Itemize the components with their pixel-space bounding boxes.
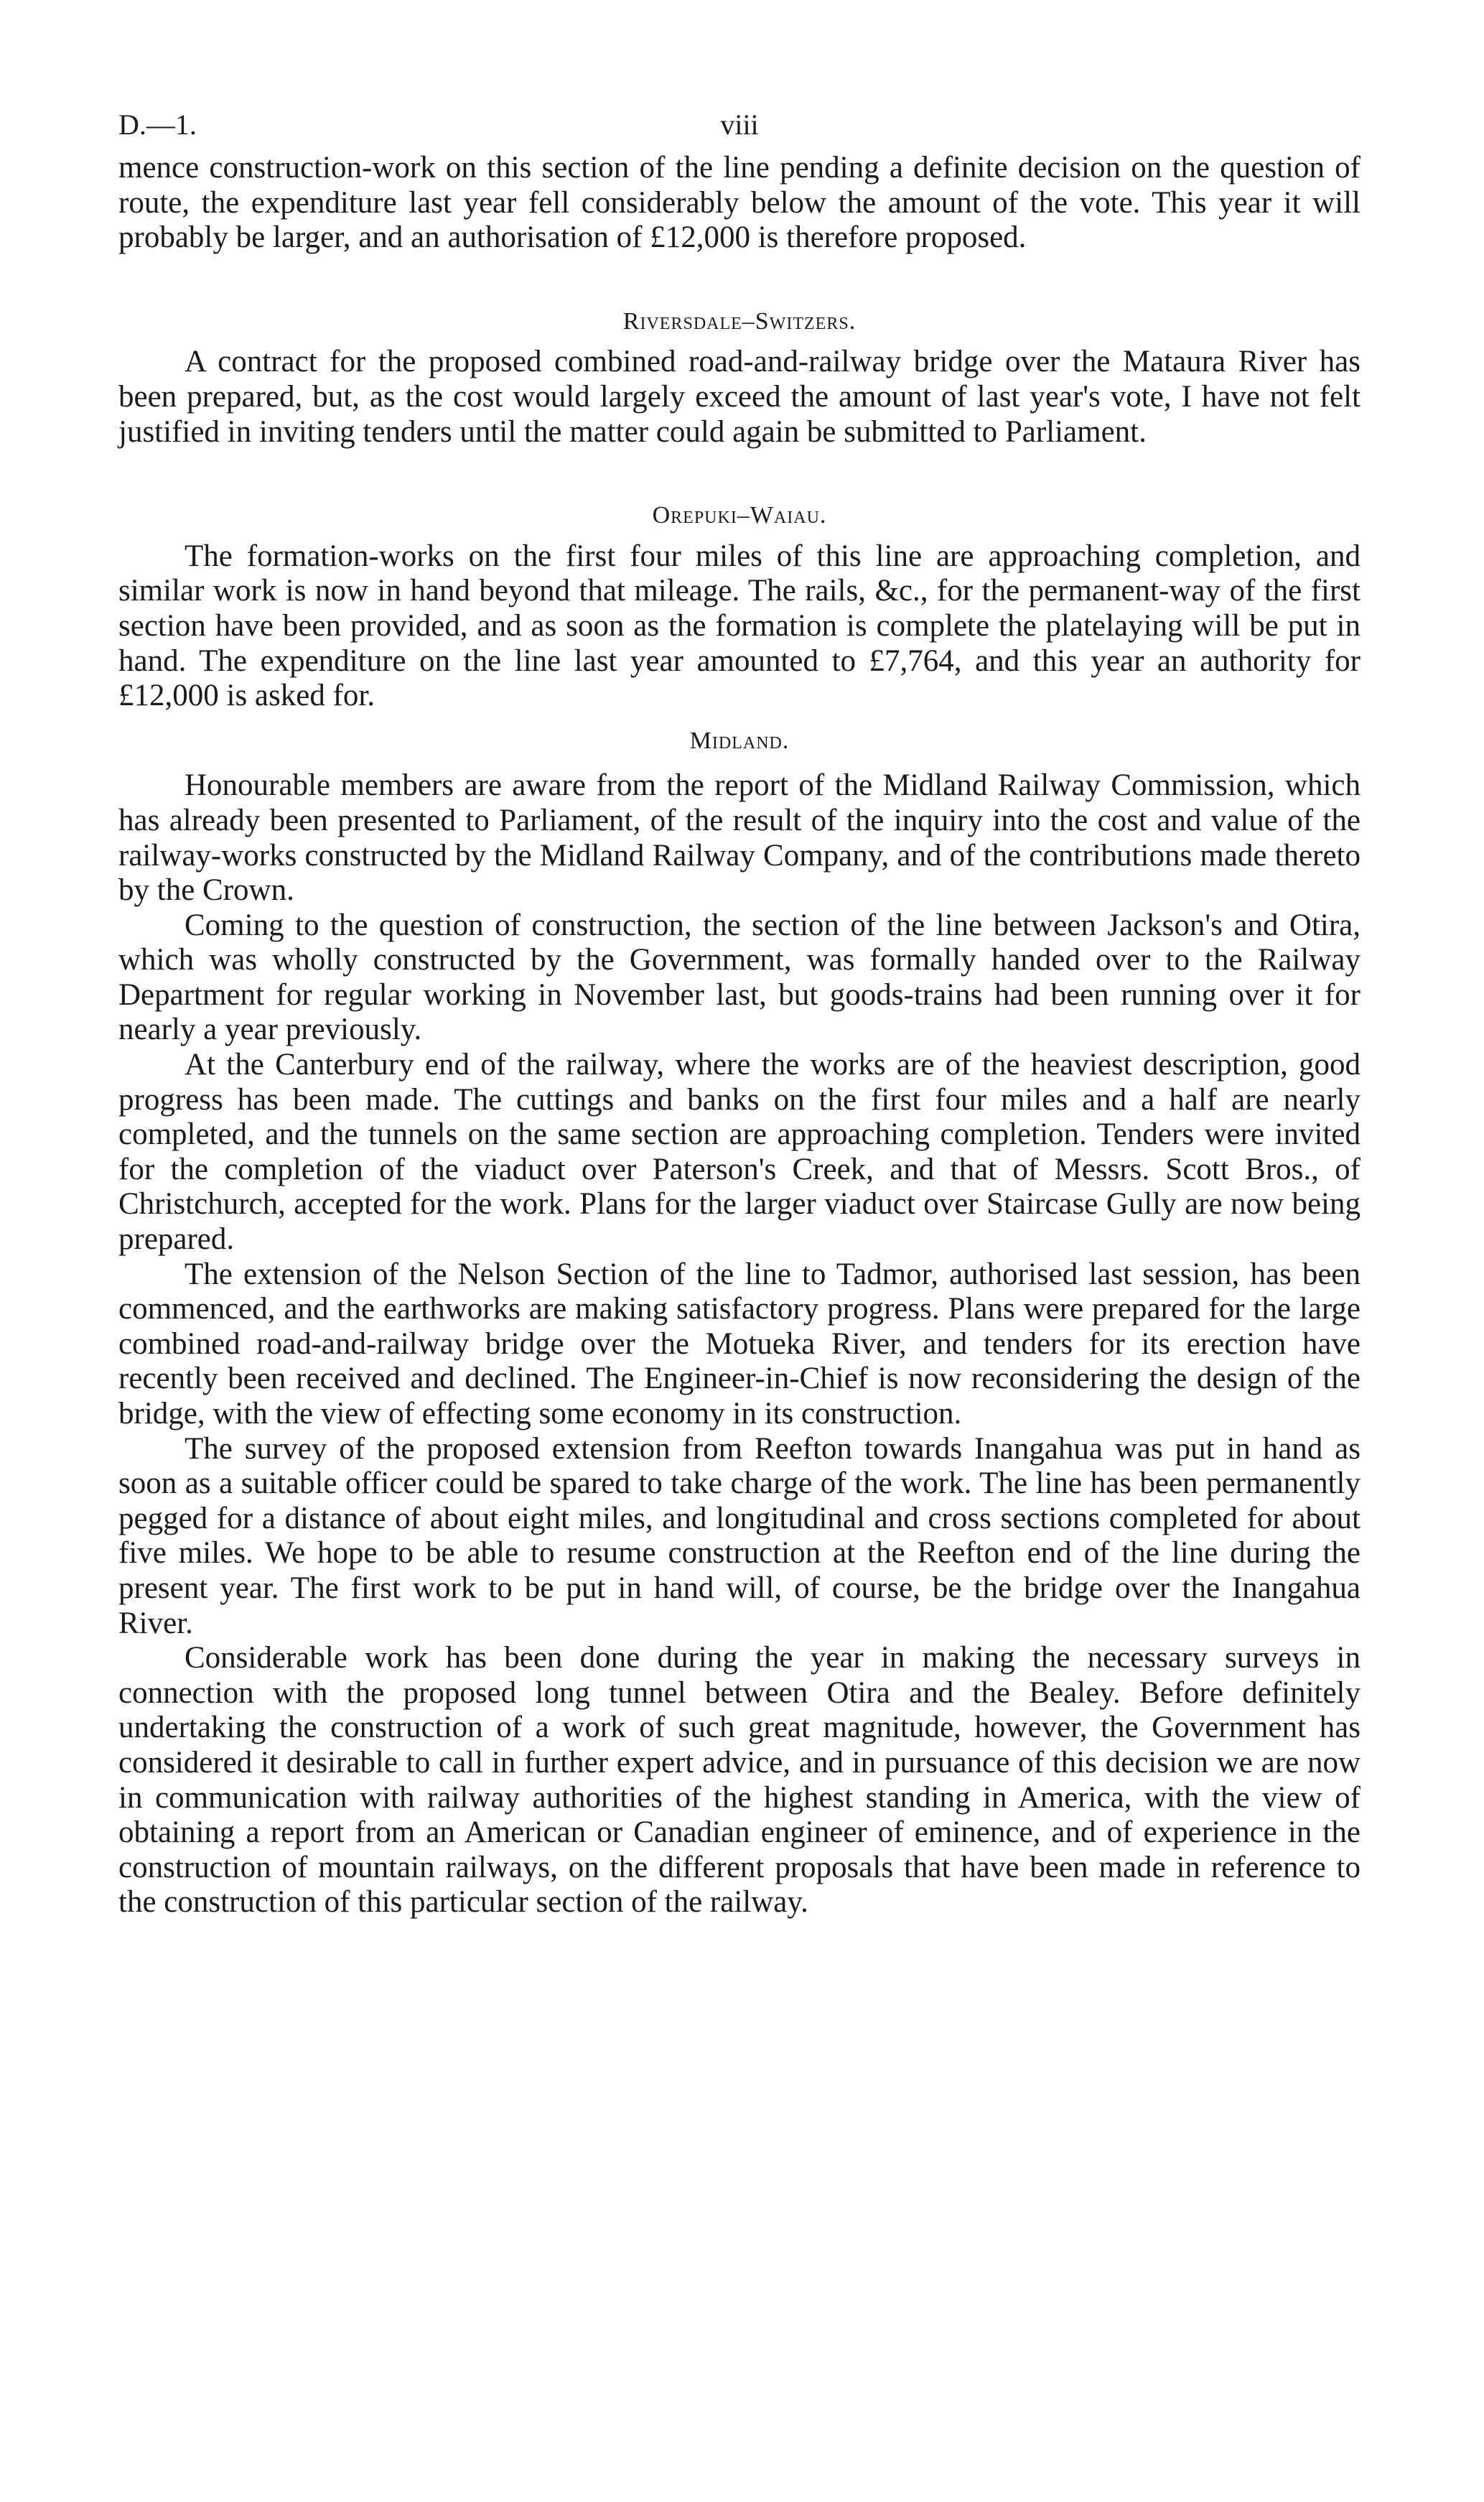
paragraph-midland-commission: Honourable members are aware from the report of the Midland Railway Commission, which has already been presented to Parliament, of the result of the inquiry into the cost and value of the railway-works constructed by the Midland Railway Company, and of the contributions made thereto by the Crown.	[118, 768, 1361, 908]
paragraph-orepuki-waiau: The formation-works on the first four miles of this line are approaching completion, and similar work is now in hand beyond that mileage. The rails, &c., for the permanent-way of the first section have been provided, and as soon as the formation is complete the platelaying will be put in hand. The expenditure on the line last year amounted to £7,764, and this year an authority for £12,000 is asked for.	[118, 539, 1361, 713]
page-number: viii	[720, 108, 759, 141]
section-heading-riversdale-switzers: Riversdale–Switzers.	[622, 307, 857, 335]
page-header	[118, 108, 1361, 151]
document-page	[118, 108, 1361, 1920]
paragraph-midland-nelson: The extension of the Nelson Section of the line to Tadmor, authorised last session, has been commenced, and the earthworks are making satisfactory progress. Plans were prepared for the large combined road-and-railway bridge over the Motueka River, and tenders for its erection have recently been received and declined. The Engineer-in-Chief is now reconsidering the design of the bridge, with the view of effecting some economy in its construction.	[118, 1257, 1361, 1431]
continuation-paragraph: mence construction-work on this section of the line pending a definite decision on the question of route, the expenditure last year fell considerably below the amount of the vote. This year it will probably be larger, and an authorisation of £12,000 is therefore proposed.	[118, 151, 1361, 255]
body-text	[118, 151, 1361, 1920]
section-heading-orepuki-waiau: Orepuki–Waiau.	[652, 502, 827, 529]
document-reference: D.—1.	[118, 108, 197, 141]
paragraph-riversdale-switzers: A contract for the proposed combined road-and-railway bridge over the Mataura River has been prepared, but, as the cost would largely exceed the amount of last year's vote, I have not felt justified in inviting tenders until the matter could again be submitted to Parliament.	[118, 345, 1361, 449]
section-heading-midland: Midland.	[689, 727, 790, 754]
paragraph-midland-construction: Coming to the question of construction, the section of the line between Jackson's and Otira, which was wholly constructed by the Government, was formally handed over to the Railway Department for regular working in November last, but goods-trains had been running over it for nearly a year previously.	[118, 908, 1361, 1047]
paragraph-midland-reefton: The survey of the proposed extension from Reefton towards Inangahua was put in hand as soon as a suitable officer could be spared to take charge of the work. The line has been permanently pegged for a distance of about eight miles, and longitudinal and cross sections completed for about five miles. We hope to be able to resume construction at the Reefton end of the line during the present year. The first work to be put in hand will, of course, be the bridge over the Inangahua River.	[118, 1431, 1361, 1640]
paragraph-midland-otira-tunnel: Considerable work has been done during the year in making the necessary surveys in connection with the proposed long tunnel between Otira and the Bealey. Before definitely undertaking the construction of a work of such great magnitude, however, the Government has considered it desirable to call in further expert advice, and in pursuance of this decision we are now in communication with railway authorities of the highest standing in America, with the view of obtaining a report from an American or Canadian engineer of eminence, and of experience in the construction of mountain railways, on the different proposals that have been made in reference to the construction of this particular section of the railway.	[118, 1641, 1361, 1920]
paragraph-midland-canterbury: At the Canterbury end of the railway, where the works are of the heaviest description, good progress has been made. The cuttings and banks on the first four miles and a half are nearly completed, and the tunnels on the same section are approaching completion. Tenders were invited for the completion of the viaduct over Paterson's Creek, and that of Messrs. Scott Bros., of Christchurch, accepted for the work. Plans for the larger viaduct over Staircase Gully are now being prepared.	[118, 1048, 1361, 1257]
